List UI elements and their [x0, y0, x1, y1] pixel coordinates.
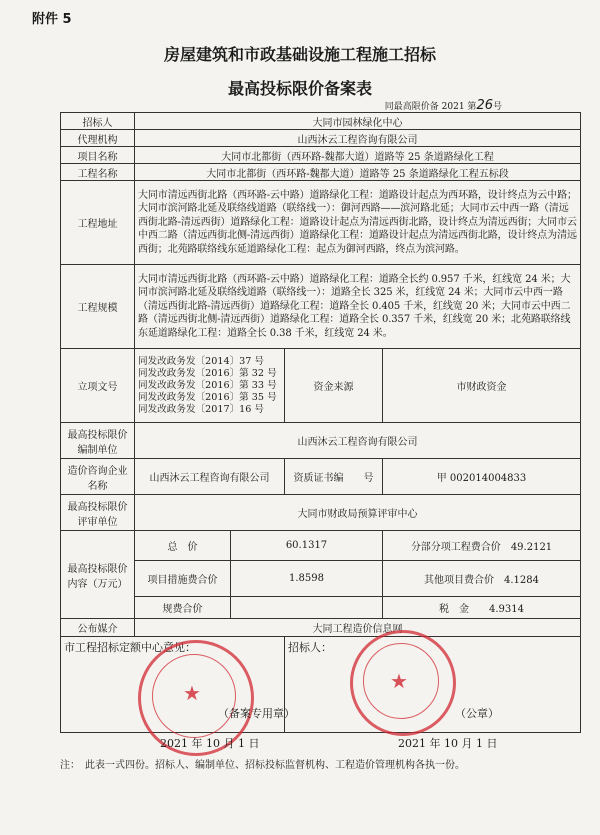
tax-cell — [383, 597, 581, 619]
value-reviewer: 大同市财政局预算评审中心 — [135, 495, 581, 531]
stamp-star-icon: ★ — [183, 681, 201, 705]
label-total: 总 价 — [135, 531, 231, 561]
value-total: 60.1317 — [231, 531, 383, 561]
row-agent — [61, 130, 581, 147]
row-media — [61, 619, 581, 637]
value-measures: 1.8598 — [231, 561, 383, 597]
row-price-2 — [61, 561, 581, 597]
value-address: 大同市清远西街北路（西环路-云中路）道路绿化工程：道路设计起点为西环路，设计终点为云中路；大同市滨河路北延及联络线道路（联络线一）：御河西路——滨河路北延；大同市云中西一路（清远西街北路-清远西街）道路绿化工程：道路设计起点为清远西街北路，设计终点为清远西街；大同市云中西二路（清远西街北侧-清远西街）道路绿化工程：道路设计起点为清远西街北路，设计终点为清远西街；北苑路联络线东延道路绿化工程：起点为御河西路，终点为滨河路。 — [135, 181, 581, 265]
label-subtotal: 分部分项工程费合价 — [410, 542, 501, 553]
row-reviewer — [61, 495, 581, 531]
row-address — [61, 181, 581, 265]
row-scale — [61, 265, 581, 349]
label-compiler: 最高投标限价编制单位 — [61, 423, 135, 459]
label-scale: 工程规模 — [61, 265, 135, 349]
document-title: 房屋建筑和市政基础设施工程施工招标 — [163, 45, 436, 64]
row-approval — [61, 349, 581, 423]
subtotal-cell — [383, 531, 581, 561]
approval-docs — [135, 349, 285, 423]
label-fund-source: 资金来源 — [285, 349, 383, 423]
record-suffix: 号 — [492, 102, 502, 112]
value-tax: 4.9314 — [489, 604, 524, 615]
row-price-3 — [61, 597, 581, 619]
approval-doc: 同发改政务发〔2014〕37 号 — [138, 355, 265, 367]
value-project: 大同市北都街（西环路-魏都大道）道路等 25 条道路绿化工程 — [135, 147, 581, 164]
record-form-table — [60, 112, 581, 733]
approval-doc: 同发改政务发〔2016〕第 35 号 — [138, 391, 277, 403]
row-engineering — [61, 164, 581, 181]
date-left: 2021 年 10 月 1 日 — [160, 737, 260, 750]
approval-doc: 同发改政务发〔2017〕16 号 — [138, 403, 265, 415]
stamp-note-left: （备案专用章） — [218, 707, 295, 720]
seal-star-icon: ★ — [390, 669, 408, 693]
value-scale: 大同市清远西街北路（西环路-云中路）道路绿化工程：道路全长约 0.957 千米，红线宽 24 米；大同市滨河路北延及联络线道路（联络线一）：道路全长 325 米，红线宽 24 米；大同市云中西一路（清远西街北路-清远西街）道路绿化工程：道路全长 0.405 千米，红线宽 20 米；大同市云中西二路（清远西街北侧-清远西街）道路绿化工程：道路全长 0.357 千米，红线宽 20 米；北苑路联络线东延道路绿化工程：道路全长 0.38 千米，红线宽 24 米。 — [135, 265, 581, 349]
approval-doc: 同发改政务发〔2016〕第 32 号 — [138, 367, 277, 379]
attachment-label: 附件 5 — [32, 12, 72, 27]
label-fees: 规费合价 — [135, 597, 231, 619]
opinion-left-label: 市工程招标定额中心意见： — [64, 641, 196, 654]
label-approval: 立项文号 — [61, 349, 135, 423]
row-compiler — [61, 423, 581, 459]
stamp-note-right: （公章） — [455, 707, 499, 720]
label-agent: 代理机构 — [61, 130, 135, 147]
value-subtotal: 49.2121 — [510, 542, 553, 553]
value-fund-source: 市财政资金 — [383, 349, 581, 423]
value-agent: 山西沐云工程咨询有限公司 — [135, 130, 581, 147]
row-consult — [61, 459, 581, 495]
approval-doc: 同发改政务发〔2016〕第 33 号 — [138, 379, 277, 391]
value-cert: 甲 002014004833 — [383, 459, 581, 495]
value-fees — [231, 597, 383, 619]
value-other: 4.1284 — [504, 575, 539, 586]
label-reviewer: 最高投标限价评审单位 — [61, 495, 135, 531]
row-price-1 — [61, 531, 581, 561]
label-tenderer: 招标人 — [61, 113, 135, 130]
label-project: 项目名称 — [61, 147, 135, 164]
date-right: 2021 年 10 月 1 日 — [398, 737, 498, 750]
value-media: 大同工程造价信息网 — [135, 619, 581, 637]
document-subtitle: 最高投标限价备案表 — [227, 79, 372, 98]
row-project — [61, 147, 581, 164]
opinion-right-label: 招标人： — [288, 641, 332, 654]
value-consult: 山西沐云工程咨询有限公司 — [135, 459, 285, 495]
footnote: 注： 此表一式四份。招标人、编制单位、招标投标监督机构、工程造价管理机构各执一份。 — [60, 760, 465, 771]
value-compiler: 山西沐云工程咨询有限公司 — [135, 423, 581, 459]
value-engineering: 大同市北都街（西环路-魏都大道）道路等 25 条道路绿化工程五标段 — [135, 164, 581, 181]
label-price: 最高投标限价内容（万元） — [61, 531, 135, 619]
label-media: 公布媒介 — [61, 619, 135, 637]
value-tenderer: 大同市园林绿化中心 — [135, 113, 581, 130]
label-cert: 资质证书编 号 — [285, 459, 383, 495]
label-measures: 项目措施费合价 — [135, 561, 231, 597]
label-engineering: 工程名称 — [61, 164, 135, 181]
record-number — [385, 98, 502, 113]
label-tax: 税 金 — [439, 604, 469, 615]
record-number-handwritten: 26 — [476, 98, 493, 113]
row-tenderer — [61, 113, 581, 130]
label-other: 其他项目费合价 — [424, 575, 494, 586]
label-consult: 造价咨询企业名称 — [61, 459, 135, 495]
label-address: 工程地址 — [61, 181, 135, 265]
record-prefix: 同最高限价备 2021 第 — [384, 102, 477, 112]
other-cell — [383, 561, 581, 597]
